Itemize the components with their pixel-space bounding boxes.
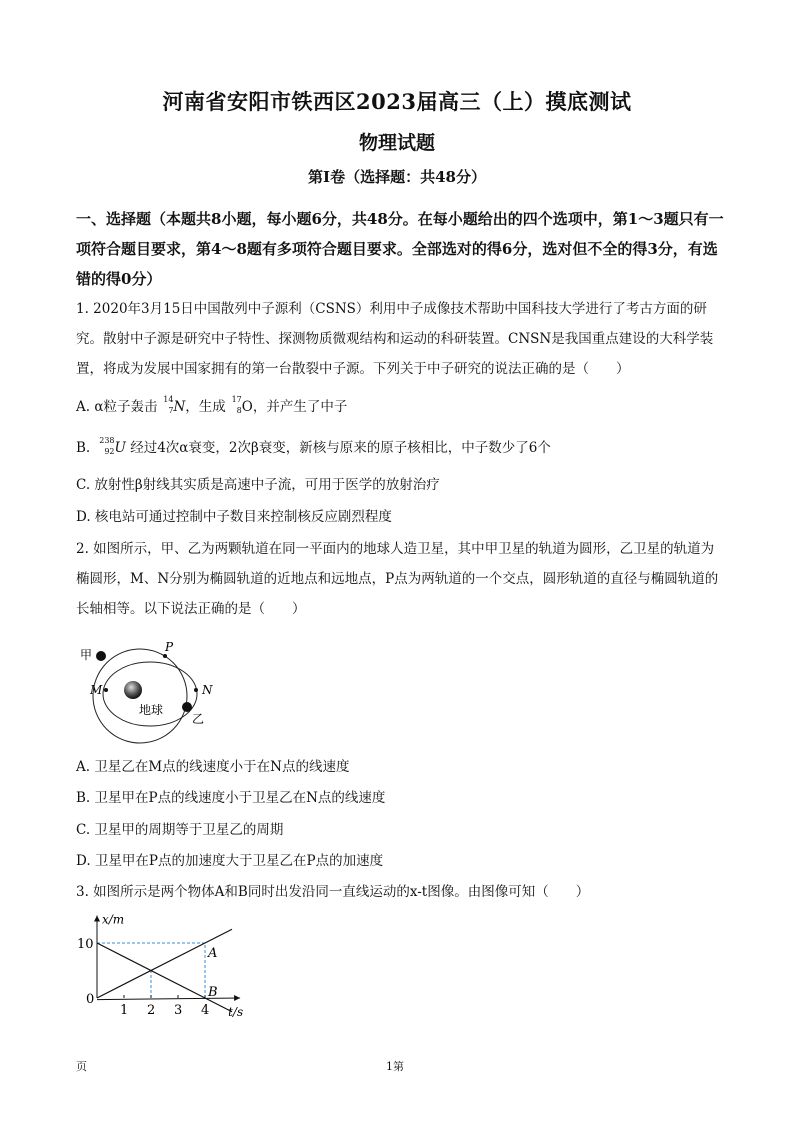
q1-stem: 1. 2020年3月15日中国散列中子源利（CSNS）利用中子成像技术帮助中国科技大学进行了考古方面的研究。散射中子源是研究中子特性、探测物质微观结构和运动的科研装置。CNSN是我国重点建设的大科学装置，将成为发展中国家拥有的第一台散裂中子源。下列关于中子研究的说法正确的是（ ） [76,301,714,377]
q3-stem: 3. 如图所示是两个物体A和B同时出发沿同一直线运动的x-t图像。由图像可知（ ） [76,884,590,900]
isotope-n14 [157,397,173,417]
point-p-dot [163,654,167,658]
label-yi: 乙 [192,712,205,726]
q1-a-prefix: A. α粒子轰击 [76,399,158,415]
q1-a-mid: ，生成 [185,399,226,415]
label-p: P [165,640,174,654]
q1-b-prefix: B. [76,440,91,456]
label-n: N [202,683,213,697]
x-tick-label-3: 3 [174,1003,183,1018]
y-tick-label-0: 0 [86,992,95,1007]
isotope-mass: 238 [99,436,115,445]
point-m-dot [104,688,108,692]
satellite-jia-icon [96,651,106,661]
x-axis [97,998,240,1000]
page-title: 河南省安阳市铁西区2023届高三（上）摸底测试 [162,89,632,114]
series-label-b: B [208,985,218,1000]
isotope-symbol: U [114,440,126,456]
isotope-symbol: O [241,399,253,415]
q1-a-suffix: ，并产生了中子 [252,399,348,415]
q1-option-a [76,397,726,417]
orbit-figure [76,640,216,745]
isotope-number: 92 [104,447,115,456]
x-tick-label-2: 2 [147,1003,156,1018]
isotope-number: 8 [236,406,242,415]
section-instructions: 一、选择题（本题共8小题，每小题6分，共48分。在每小题给出的四个选项中，第1～3题只有一项符合题目要求，第4～8题有多项符合题目要求。全部选对的得6分，选对但不全的得3分，有选错的得0分） [76,210,724,288]
earth-icon [124,681,142,699]
volume-heading: 第Ⅰ卷（选择题：共48分） [308,168,486,186]
label-m: M [90,683,103,697]
label-jia: 甲 [80,648,93,662]
q2-option-c: C. 卫星甲的周期等于卫星乙的周期 [76,822,284,838]
series-label-a: A [208,946,218,961]
isotope-mass: 17 [231,395,242,404]
page-number: 1第 [386,1060,404,1073]
isotope-u238 [95,438,115,458]
point-n-dot [194,688,198,692]
x-tick-label-1: 1 [120,1003,129,1018]
q2-stem: 2. 如图所示，甲、乙为两颗轨道在同一平面内的地球人造卫星，其中甲卫星的轨道为圆形，乙卫星的轨道为椭圆形，M、N分别为椭圆轨道的近地点和远地点，P点为两轨道的一个交点，圆形轨道的直径与椭圆轨道的长轴相等。以下说法正确的是（ ） [76,541,719,617]
q1-b-suffix: 经过4次α衰变，2次β衰变，新核与原来的原子核相比，中子数少了6个 [130,440,551,456]
q1-option-b [76,438,726,458]
y-tick-label-10: 10 [77,937,94,952]
isotope-number: 7 [168,406,174,415]
satellite-yi-icon [182,702,192,712]
q2-option-d: D. 卫星甲在P点的加速度大于卫星乙在P点的加速度 [76,853,384,869]
label-earth: 地球 [139,703,164,717]
x-axis-arrow [234,995,240,1001]
q1-option-d: D. 核电站可通过控制中子数目来控制核反应剧烈程度 [76,509,392,525]
q2-option-a: A. 卫星乙在M点的线速度小于在N点的线速度 [76,759,350,775]
y-axis-label: x/m [102,912,125,927]
xt-chart [70,910,260,1022]
x-tick-label-4: 4 [201,1003,210,1018]
isotope-symbol: N [173,399,186,415]
page-subtitle: 物理试题 [358,132,435,154]
q2-option-b: B. 卫星甲在P点的线速度小于卫星乙在N点的线速度 [76,790,386,806]
footer-left: 页 [76,1060,87,1073]
isotope-mass: 14 [163,395,174,404]
q1-option-c: C. 放射性β射线其实质是高速中子流，可用于医学的放射治疗 [76,477,440,493]
y-axis-arrow [94,916,100,922]
isotope-o17 [226,397,242,417]
x-axis-label: t/s [228,1005,244,1019]
